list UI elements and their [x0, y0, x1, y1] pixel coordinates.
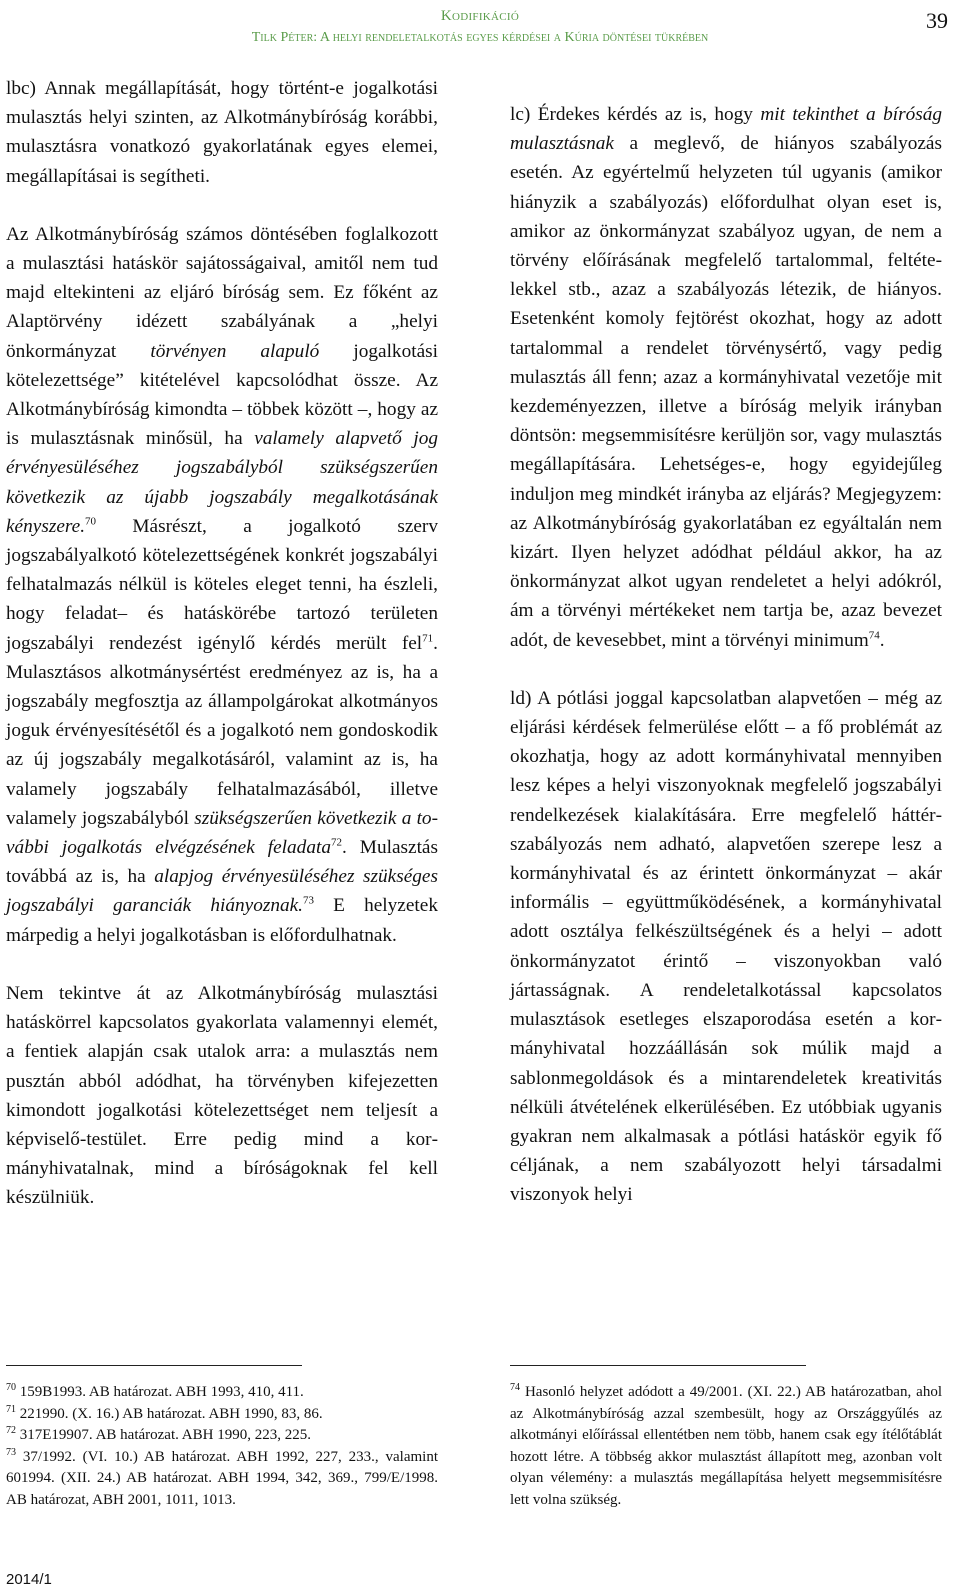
text-run: jogalkotási kötelezettsége” kitételével kapcsolódhat össze. Az Alkotmánybíróság kimondta – többek között –, hogy az is mulasztásnak minősül, ha	[6, 340, 438, 450]
footnote-text: Hasonló helyzet adódott a 49/2001. (XI. 22.) AB határozatban, ahol az Alkotmánybíróság azzal szembesült, hogy az Országgyűlés az alkotmányi előírással ellentétben nem több, hanem csak egy ítélőtáblát hozott létre. A többség akkor mulasztást állapított meg, azonban volt olyan vélemény: a mulasztás megállapítása helyett megsemmisítésre lett volna szükség.	[510, 1384, 942, 1508]
journal-title: Kodifikáció	[440, 8, 520, 24]
footnote-ref-73[interactable]: 73	[303, 895, 314, 908]
footnote-ref-74[interactable]: 74	[868, 629, 880, 642]
paragraph-lc	[510, 100, 942, 655]
footnote-ref-71[interactable]: 71	[422, 632, 434, 645]
footnote-ref-70[interactable]: 70	[85, 515, 97, 528]
page-number: 39	[926, 8, 948, 33]
italic-run: mit tekinthet a bíróság mulasztásnak	[510, 104, 942, 155]
right-column	[510, 100, 942, 1210]
italic-quote: alapjog érvényesüléséhez szükséges jogszabályi garanciák hiányoznak.	[6, 866, 438, 917]
text-run: a meglevő, de hiányos szabályozás esetén. Az egyértelmű helyzeten túl ugyanis (amikor hiányzik a szabályozás) előfordulhat olyan eset is, amikor az önkormányzat szabályoz ugyan, de nem a törvény előírásának megfelelő tartalommal, feltételekkel stb., azaz a szabályozás létezik, de hiányos. Esetenként komoly fejtörést okozhat, hogy az adott tartalommal a rendelet törvénysértő, vagy pedig mulasztás áll fenn; azaz a kormányhivatal vezetője mit kezdeményezzen, illetve a bíróság melyik irányban döntsön: megsemmisítésre kerüljön sor, vagy mulasztás megállapítására. Lehetséges-e, hogy egyidejűleg induljon meg mindkét irányba az eljárás? Megjegyzem: az Alkotmánybíróság gyakorlatában ez egyáltalán nem kizárt. Ilyen helyzet adódhat például akkor, ha az önkormányzat alkot ugyan rendeletet a helyi adókról, ám a törvényi mértékeket nem tartja be, azaz bevezet adót, de kevesebbet, mint a törvényi minimum	[510, 133, 942, 651]
footnote-text: 317E19907. AB határozat. ABH 1990, 223, 225.	[16, 1427, 311, 1443]
footnote-text: 37/1992. (VI. 10.) AB határozat. ABH 1992, 227, 233., valamint 601994. (XII. 24.) AB határozat. ABH 1994, 342, 369., 799/E/1998. AB határozat, ABH 2001, 1011, 1013.	[6, 1448, 438, 1508]
italic-quote: szükségszerűen következik a további jogalkotás elvégzésének feladata	[6, 807, 438, 859]
footnote-74	[510, 1382, 942, 1511]
text-run: . Mulasztásos alkotmánysértést eredményez az is, ha a jogszabály megfosztja az állampolgárokat alkotmányos joguk érvényesítésétől és a jogalkotó nem gondoskodik az új jogszabály megalkotásáról, valamint az is, ha valamely jogszabály felhatalmazásából, illetve valamely jogszabályból	[6, 632, 438, 829]
left-column	[6, 74, 438, 1213]
text-run: . Mulasztás továbbá az is, ha	[6, 837, 438, 888]
issue-number: 2014/1	[6, 1571, 52, 1588]
text-run: E helyzetek márpedig a helyi jogalkotásban is előfordulhatnak.	[6, 895, 438, 946]
footnote-number: 70	[6, 1382, 16, 1393]
footnote-72	[6, 1425, 438, 1447]
text-run: lc) Érdekes kérdés az is, hogy	[510, 104, 761, 125]
footnote-ref-72[interactable]: 72	[330, 836, 342, 849]
article-running-title: Tilk Péter: A helyi rendeletalkotás egyes kérdései a Kúria döntései tükrében	[251, 30, 709, 45]
footnote-71	[6, 1404, 438, 1426]
italic-quote: valamely alapvető jog érvényesüléséhez jogszabályból szükségszerűen következik az újabb jogszabály megalkotásának kényszere.	[6, 428, 439, 537]
paragraph-nem-tekintve: Nem tekintve át az Alkotmánybíróság mulasztási hatáskörrel kapcsolatos gyakorlata valamennyi elemét, a fentiek alapján csak utalok arra: a mulasztás nem pusztán abból adódhat, ha törvényben kifejezetten kimondott jogalkotási kötelezettséget nem teljesít a képviselő-testület. Erre pedig mind a kormányhivatalnak, mind a bíróságoknak fel kell készülniük.	[6, 982, 438, 1209]
footnote-number: 74	[510, 1382, 520, 1393]
running-header	[0, 6, 960, 48]
footnote-divider-right	[510, 1365, 806, 1366]
text-run: .	[879, 629, 885, 651]
footnote-number: 71	[6, 1403, 16, 1415]
footnote-number: 72	[6, 1425, 16, 1436]
footnotes-right	[510, 1382, 942, 1511]
footnote-number: 73	[6, 1446, 16, 1458]
paragraph-alkotmanybirosag	[6, 220, 438, 950]
footnote-70	[6, 1382, 438, 1404]
footnotes-left	[6, 1382, 438, 1511]
footnote-text: 159B1993. AB határozat. ABH 1993, 410, 411.	[16, 1384, 304, 1400]
paragraph-lbc: lbc) Annak megállapítását, hogy történt-e jogalkotási mulasztás helyi szinten, az Alkotmánybíróság korábbi, mulasztásra vonatkozó gyakorlatának egyes elemei, megállapításai is segítheti.	[6, 78, 438, 187]
paragraph-ld: ld) A pótlási joggal kapcsolatban alapvetően – még az eljárási kérdések felmerülése előtt – a fő problémát az okozhatja, hogy az adott kormányhivatal mennyiben lesz képes a helyi viszonyoknak megfelelő jogszabályi rendelkezések kialakítására. Erre megfelelő háttérszabályozás nem adható, alapvetően szerepe lesz a kormányhivatal és az érintett önkormányzat – akár informális – együttműködésének, a kormányhivatal adott osztálya felkészültségének és a helyi – adott önkormányzatot érintő – viszonyokban való jártasságnak. A rendeletalkotással kapcsolatos mulasztások esetleges elszaporodása esetén a kormányhivatal hozzáállásán sok múlik majd a sablonmegoldások és a mintarendeletek kreativitás nélküli átvételének elkerülésében. Ez utóbbiak ugyanis gyakran nem alkalmasak a pótlási hatáskör egyik fő céljának, a nem szabályozott helyi társadalmi viszonyok helyi	[510, 687, 942, 1206]
italic-run: törvényen alapuló	[150, 340, 320, 362]
text-run: Másrészt, a jogalkotó szerv jogszabályalkotó kötelezettségének konkrét jogszabályi felhatalmazás nélkül is köteles eleget tenni, ha észleli, hogy feladat– és hatáskörébe tartozó területen jogszabályi rendezést igénylő kérdés merült fel	[6, 515, 438, 654]
footnote-text: 221990. (X. 16.) AB határozat. ABH 1990, 83, 86.	[16, 1405, 323, 1422]
text-run: Az Alkotmánybíróság számos döntésében foglalkozott a mulasztási hatáskör sajátosságaival, amitől nem tud majd eltekinteni az eljáró bíróság sem. Ez főként az Alaptörvény idézett szabályának a „helyi önkormányzat	[6, 223, 438, 362]
footnote-divider-left	[6, 1365, 302, 1366]
footnote-73	[6, 1447, 438, 1512]
